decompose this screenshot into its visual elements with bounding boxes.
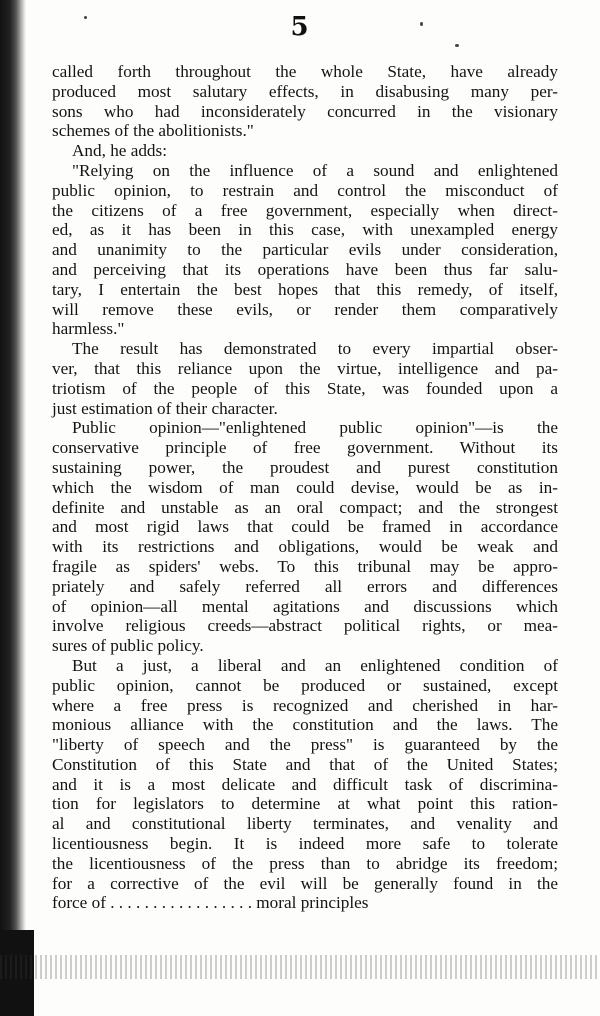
book-spine-shadow — [0, 0, 26, 1016]
text-line: licentiousness begin. It is indeed more safe to tolerate — [52, 834, 558, 854]
body-text — [52, 62, 558, 913]
text-line: just estimation of their character. — [52, 398, 278, 418]
text-line: with its restrictions and obligations, would be weak and — [52, 537, 558, 557]
text-line: and unanimity to the particular evils under consideration, — [52, 240, 558, 260]
text-line: tary, I entertain the best hopes that this remedy, of itself, — [52, 279, 558, 299]
text-line: "Relying on the influence of a sound and enlightened — [72, 160, 558, 180]
text-line: Constitution of this State and that of the United States; — [52, 754, 558, 774]
text-line: sustaining power, the proudest and purest constitution — [52, 457, 558, 477]
text-line: harmless." — [52, 319, 125, 339]
text-line: sures of public policy. — [52, 636, 204, 656]
text-line: fragile as spiders' webs. To this tribunal may be appro- — [52, 556, 558, 576]
text-line: of opinion—all mental agitations and discussions which — [52, 596, 558, 616]
text-line: The result has demonstrated to every impartial obser- — [72, 339, 558, 359]
text-line: force of . . . . . . . . . . . . . . . . . moral principles — [52, 893, 369, 913]
text-line: conservative principle of free government. Without its — [52, 438, 558, 458]
text-line: and most rigid laws that could be framed in accordance — [52, 517, 558, 537]
text-line: the licentiousness of the press than to abridge its freedom; — [52, 853, 558, 873]
text-line: ver, that this reliance upon the virtue, intelligence and pa- — [52, 358, 558, 378]
text-line: monious alliance with the constitution and the laws. The — [52, 715, 558, 735]
text-line: al and constitutional liberty terminates, and venality and — [52, 814, 558, 834]
text-line: public opinion, to restrain and control the misconduct of — [52, 180, 558, 200]
text-line: ed, as it has been in this case, with unexampled energy — [52, 220, 558, 240]
text-line: triotism of the people of this State, was founded upon a — [52, 378, 558, 398]
text-line: called forth throughout the whole State, have already — [52, 62, 558, 81]
paragraph — [52, 418, 558, 656]
text-line: And, he adds: — [72, 141, 167, 161]
paragraph — [52, 339, 558, 418]
text-line: sons who had inconsiderately concurred in the visionary — [52, 101, 558, 121]
text-line: public opinion, cannot be produced or sustained, except — [52, 675, 558, 695]
text-line: involve religious creeds—abstract political rights, or mea- — [52, 616, 558, 636]
text-line: where a free press is recognized and cherished in har- — [52, 695, 558, 715]
text-line: for a corrective of the evil will be generally found in the — [52, 873, 558, 893]
text-line: tion for legislators to determine at what point this ration- — [52, 794, 558, 814]
paragraph — [52, 141, 558, 161]
text-line: produced most salutary effects, in disabusing many per- — [52, 81, 558, 101]
paragraph — [52, 62, 558, 141]
text-line: priately and safely referred all errors and differences — [52, 576, 558, 596]
ink-speck — [455, 44, 459, 47]
text-line: and it is a most delicate and difficult task of discrimina- — [52, 774, 558, 794]
paragraph — [52, 161, 558, 339]
text-line: which the wisdom of man could devise, would be as in- — [52, 477, 558, 497]
scan-noise-band — [0, 955, 600, 979]
text-line: But a just, a liberal and an enlightened condition of — [72, 655, 558, 675]
text-line: schemes of the abolitionists." — [52, 121, 254, 141]
ink-speck — [84, 16, 87, 19]
page-number: 5 — [290, 12, 310, 42]
paragraph — [52, 656, 558, 913]
text-line: and perceiving that its operations have been thus far salu- — [52, 259, 558, 279]
text-line: the citizens of a free government, especially when direct- — [52, 200, 558, 220]
text-line: "liberty of speech and the press" is guaranteed by the — [52, 735, 558, 755]
text-line: definite and unstable as an oral compact; and the strongest — [52, 497, 558, 517]
ink-speck — [420, 22, 423, 26]
text-line: will remove these evils, or render them comparatively — [52, 299, 558, 319]
text-line: Public opinion—"enlightened public opinion"—is the — [72, 418, 558, 438]
